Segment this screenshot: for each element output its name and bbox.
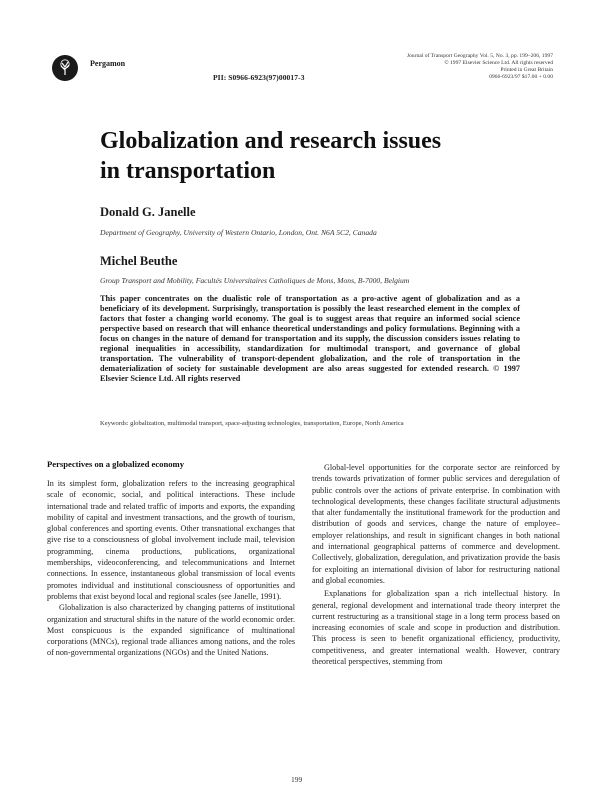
paragraph: Explanations for globalization span a rich intellectual history. In general, regional development and international trade theory interpret the current restructuring as a transitional stage in a long term process based on increasing economies of scale and scope in production and distribution. This process is seen to benefit organizational efficiency, productivity, competitiveness, and greater international wealth. However, contrary theoretical perspectives, stemming from (312, 589, 560, 667)
printed-in: Printed in Great Britain (500, 67, 553, 73)
author-affiliation: Department of Geography, University of Western Ontario, London, Ont. N6A 5C2, Canada (100, 228, 377, 237)
tree-logo-icon (52, 55, 78, 81)
author-name: Donald G. Janelle (100, 205, 196, 219)
journal-citation: Journal of Transport Geography Vol. 5, No. 3, pp. 199–206, 1997 (406, 53, 553, 59)
right-column (312, 462, 560, 667)
title-line-1: Globalization and research issues (100, 128, 442, 154)
publisher-name: Pergamon (90, 59, 126, 68)
article-title (100, 126, 540, 186)
copyright-line: © 1997 Elsevier Science Ltd. All rights reserved (444, 60, 553, 66)
keywords (100, 420, 540, 427)
paragraph: In its simplest form, globalization refers to the increasing geographical scale of economic, social, and political interactions. These include international trade and related traffic of imports and exports, the expanding mobility of capital and investment transactions, and the growth of tourism, global conferences and sporting events. Other transnational exchanges that give rise to a consciousness of global involvement include mail, television programming, cinema productions, publications, organizational memberships, videoconferencing, and telecommunications and Internet connections. In essence, instantaneous global transmission of local events promotes individual and institutional consciousness of opportunities and problems that exist beyond local and regional scales (see Janelle, 1991). (47, 479, 295, 601)
issn-price: 0966-6923/97 $17.00 + 0.00 (489, 74, 553, 80)
author-affiliation: Group Transport and Mobility, Facultés Universitaires Catholiques de Mons, Mons, B-7000, Belgium (100, 276, 410, 285)
author-name: Michel Beuthe (100, 254, 178, 268)
keywords-label: Keywords: (100, 420, 129, 427)
section-heading: Perspectives on a globalized economy (47, 459, 185, 469)
journal-metadata (405, 53, 553, 81)
keywords-list: globalization, multimodal transport, space-adjusting technologies, transportation, Europe, North America (130, 420, 404, 427)
paragraph: Global-level opportunities for the corporate sector are reinforced by trends towards privatization of former public services and deregulation of public controls over the actions of private enterprise. In combination with technological developments, these changes facilitate structural adjustments that alter fundamentally the institutional framework for the production and distribution of goods and services, change the nature of employee–employer relationships, and result in significant changes in both national and international geographical patterns of commerce and development. Collectively, globalization, deregulation, and privatization provide the basis for exploiting an international division of labor for restructuring national and global economies. (312, 463, 560, 585)
left-column (47, 478, 295, 659)
publisher-logo (52, 55, 78, 81)
paragraph: Globalization is also characterized by changing patterns of institutional organization and structural shifts in the nature of the world economic order. Most conspicuous is the expanded significance of multinational corporations (MNCs), regional trade alliances among nations, and the roles of non-governmental organizations (NGOs) and the United Nations. (47, 603, 295, 658)
abstract: This paper concentrates on the dualistic role of transportation as a pro-active agent of globalization and as a beneficiary of its development. Surprisingly, transportation is possibly the least researched element in the complex of factors that foster a changing world economy. The goal is to suggest areas that require an informed social science perspective based on research that will enhance theoretical understandings and policy formulations. Beginning with a focus on changes in the nature of demand for transportation and its supply, the discussion considers issues relating to regional inequalities in accessibility, standardization for multimodal transport, and governance of global transportation. The vulnerability of transport-dependent globalization, and the role of transportation in the dematerialization of society for sustainable development are also areas suggested for extended research. © 1997 Elsevier Science Ltd. All rights reserved (100, 294, 520, 384)
title-line-2: in transportation (100, 158, 276, 184)
page-number: 199 (291, 775, 303, 784)
pii-code: PII: S0966-6923(97)00017-3 (213, 73, 305, 82)
